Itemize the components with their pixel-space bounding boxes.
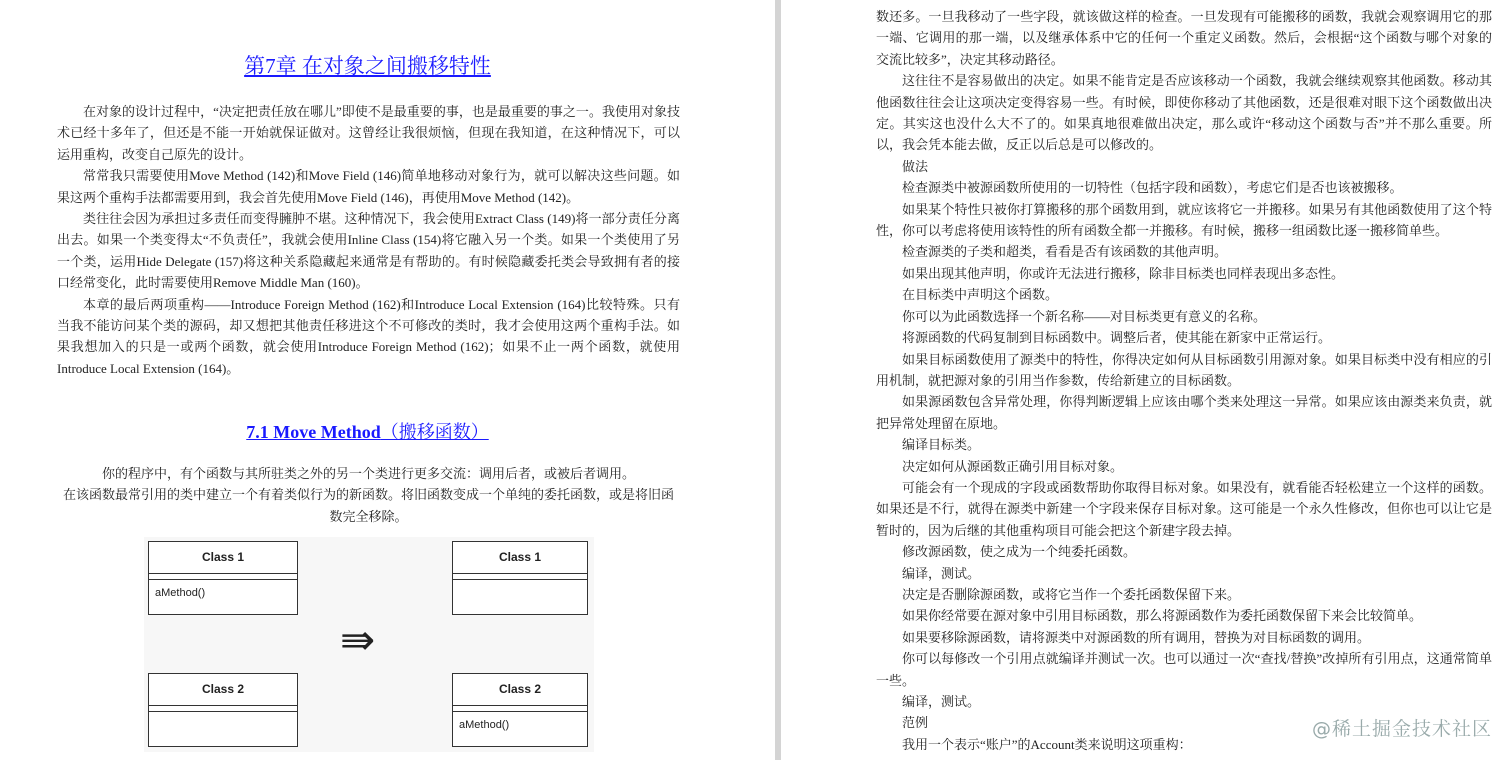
paragraph: 数还多。一旦我移动了一些字段，就该做这样的检查。一旦发现有可能搬移的函数，我就会观察调用它的那一端、它调用的那一端，以及继承体系中它的任何一个重定义函数。然后，会根据“这个函数与哪个对象的交流比较多”，决定其移动路径。 [876, 9, 1492, 67]
right-page-body [876, 6, 1492, 755]
paragraph: 决定是否删除源函数，或将它当作一个委托函数保留下来。 [902, 586, 1241, 602]
class-method: aMethod() [155, 587, 206, 599]
class-method [453, 580, 587, 587]
summary-line: 你的程序中，有个函数与其所驻类之外的另一个类进行更多交流：调用后者，或被后者调用。 [101, 466, 635, 481]
class-method: aMethod() [459, 719, 510, 731]
paragraph: 范例 [902, 715, 929, 731]
class-name: Class 2 [453, 674, 587, 706]
paragraph: 你可以为此函数选择一个新名称——对目标类更有意义的名称。 [902, 308, 1267, 324]
paragraph: 编译，测试。 [902, 694, 981, 709]
class-box-before-class1 [148, 541, 298, 615]
class-box-after-class1 [452, 541, 588, 615]
section-title-en: 7.1 Move Method [246, 422, 381, 442]
class-method [149, 712, 297, 719]
paragraph: 如果要移除源函数，请将源类中对源函数的所有调用，替换为对目标函数的调用。 [902, 629, 1371, 645]
paragraph: 我用一个表示“账户”的Account类来说明这项重构： [902, 736, 1192, 752]
paragraph: 如果目标函数使用了源类中的特性，你得决定如何从目标函数引用源对象。如果目标类中没有相应的引用机制，就把源对象的引用当作参数，传给新建立的目标函数。 [876, 351, 1492, 388]
paragraph: 修改源函数，使之成为一个纯委托函数。 [902, 544, 1137, 560]
paragraph: 在目标类中声明这个函数。 [902, 287, 1059, 303]
paragraph: 你可以每修改一个引用点就编译并测试一次。也可以通过一次“查找/替换”改掉所有引用点，这通常简单一些。 [876, 651, 1492, 688]
paragraph: 决定如何从源函数正确引用目标对象。 [902, 458, 1124, 474]
paragraph: 在对象的设计过程中，“决定把责任放在哪儿”即使不是最重要的事，也是最重要的事之一。我使用对象技术已经十多年了，但还是不能一开始就保证做对。这曾经让我很烦恼，但现在我知道，在这种情况下，可以运用重构，改变自己原先的设计。 [57, 104, 680, 162]
paragraph: 编译，测试。 [902, 565, 981, 581]
chapter-intro [57, 101, 680, 379]
paragraph: 做法 [902, 158, 929, 174]
paragraph: 这往往不是容易做出的决定。如果不能肯定是否应该移动一个函数，我就会继续观察其他函数。移动其他函数往往会让这项决定变得容易一些。有时候，即使你移动了其他函数，还是很难对眼下这个函数做出决定。其实这也没什么大不了的。如果真地很难做出决定，那么或许“移动这个函数与否”并不那么重要。所以，我会凭本能去做，反正以后总是可以修改的。 [876, 73, 1492, 153]
section-summary [57, 463, 680, 527]
paragraph: 可能会有一个现成的字段或函数帮助你取得目标对象。如果没有，就看能否轻松建立一个这样的函数。如果还是不行，就得在源类中新建一个字段来保存目标对象。这可能是一个永久性修改，但你也可以让它是暂时的，因为后继的其他重构项目可能会把这个新建字段去掉。 [876, 479, 1492, 538]
paragraph: 编译目标类。 [902, 437, 981, 453]
class-box-after-class2 [452, 673, 588, 747]
paragraph: 类往往会因为承担过多责任而变得臃肿不堪。这种情况下，我会使用Extract Class (149)将一部分责任分离出去。如果一个类变得太“不负责任”，我就会使用Inline Class (154)将它融入另一个类。如果一个类使用了另一个类，运用Hide Delegate (157)将这种关系隐藏起来通常是有帮助的。有时候隐藏委托类会导致拥有者的接口经常变化，此时需要使用Remove Middle Man (160)。 [57, 211, 680, 291]
transform-arrow-icon: ⇛ [340, 615, 376, 664]
class-name: Class 2 [149, 674, 297, 706]
paragraph: 本章的最后两项重构——Introduce Foreign Method (162)和Introduce Local Extension (164)比较特殊。只有当我不能访问某个类的源码，却又想把其他责任移进这个不可修改的类时，我才会使用这两个重构手法。如果我想加入的只是一或两个函数，就会使用Introduce Foreign Method (162)；如果不止一两个函数，就使用Introduce Local Extension (164)。 [57, 296, 680, 376]
section-title-link[interactable] [0, 418, 735, 444]
paragraph: 常常我只需要使用Move Method (142)和Move Field (146)简单地移动对象行为，就可以解决这些问题。如果这两个重构手法都需要用到，我会首先使用Move Field (146)，再使用Move Method (142)。 [57, 168, 680, 205]
class-name: Class 1 [453, 542, 587, 574]
class-name: Class 1 [149, 542, 297, 574]
paragraph: 如果出现其他声明，你或许无法进行搬移，除非目标类也同样表现出多态性。 [902, 265, 1345, 281]
paragraph: 将源函数的代码复制到目标函数中。调整后者，使其能在新家中正常运行。 [902, 330, 1332, 346]
paragraph: 检查源类中被源函数所使用的一切特性（包括字段和函数），考虑它们是否也该被搬移。 [902, 180, 1403, 196]
watermark: @稀土掘金技术社区 [1312, 718, 1493, 740]
chapter-title-link[interactable]: 第7章 在对象之间搬移特性 [244, 54, 491, 78]
paragraph: 检查源类的子类和超类，看看是否有该函数的其他声明。 [902, 244, 1228, 260]
paragraph: 如果你经常要在源对象中引用目标函数，那么将源函数作为委托函数保留下来会比较简单。 [902, 608, 1423, 624]
class-box-before-class2 [148, 673, 298, 747]
move-method-diagram [144, 537, 594, 752]
right-page [781, 0, 1494, 760]
summary-line: 在该函数最常引用的类中建立一个有着类似行为的新函数。将旧函数变成一个单纯的委托函数，或是将旧函数完全移除。 [62, 487, 674, 524]
paragraph: 如果某个特性只被你打算搬移的那个函数用到，就应该将它一并搬移。如果另有其他函数使用了这个特性，你可以考虑将使用该特性的所有函数全都一并搬移。有时候，搬移一组函数比逐一搬移简单些。 [876, 201, 1492, 239]
paragraph: 如果源函数包含异常处理，你得判断逻辑上应该由哪个类来处理这一异常。如果应该由源类来负责，就把异常处理留在原地。 [876, 394, 1492, 431]
section-title-cn: （搬移函数） [380, 422, 489, 442]
